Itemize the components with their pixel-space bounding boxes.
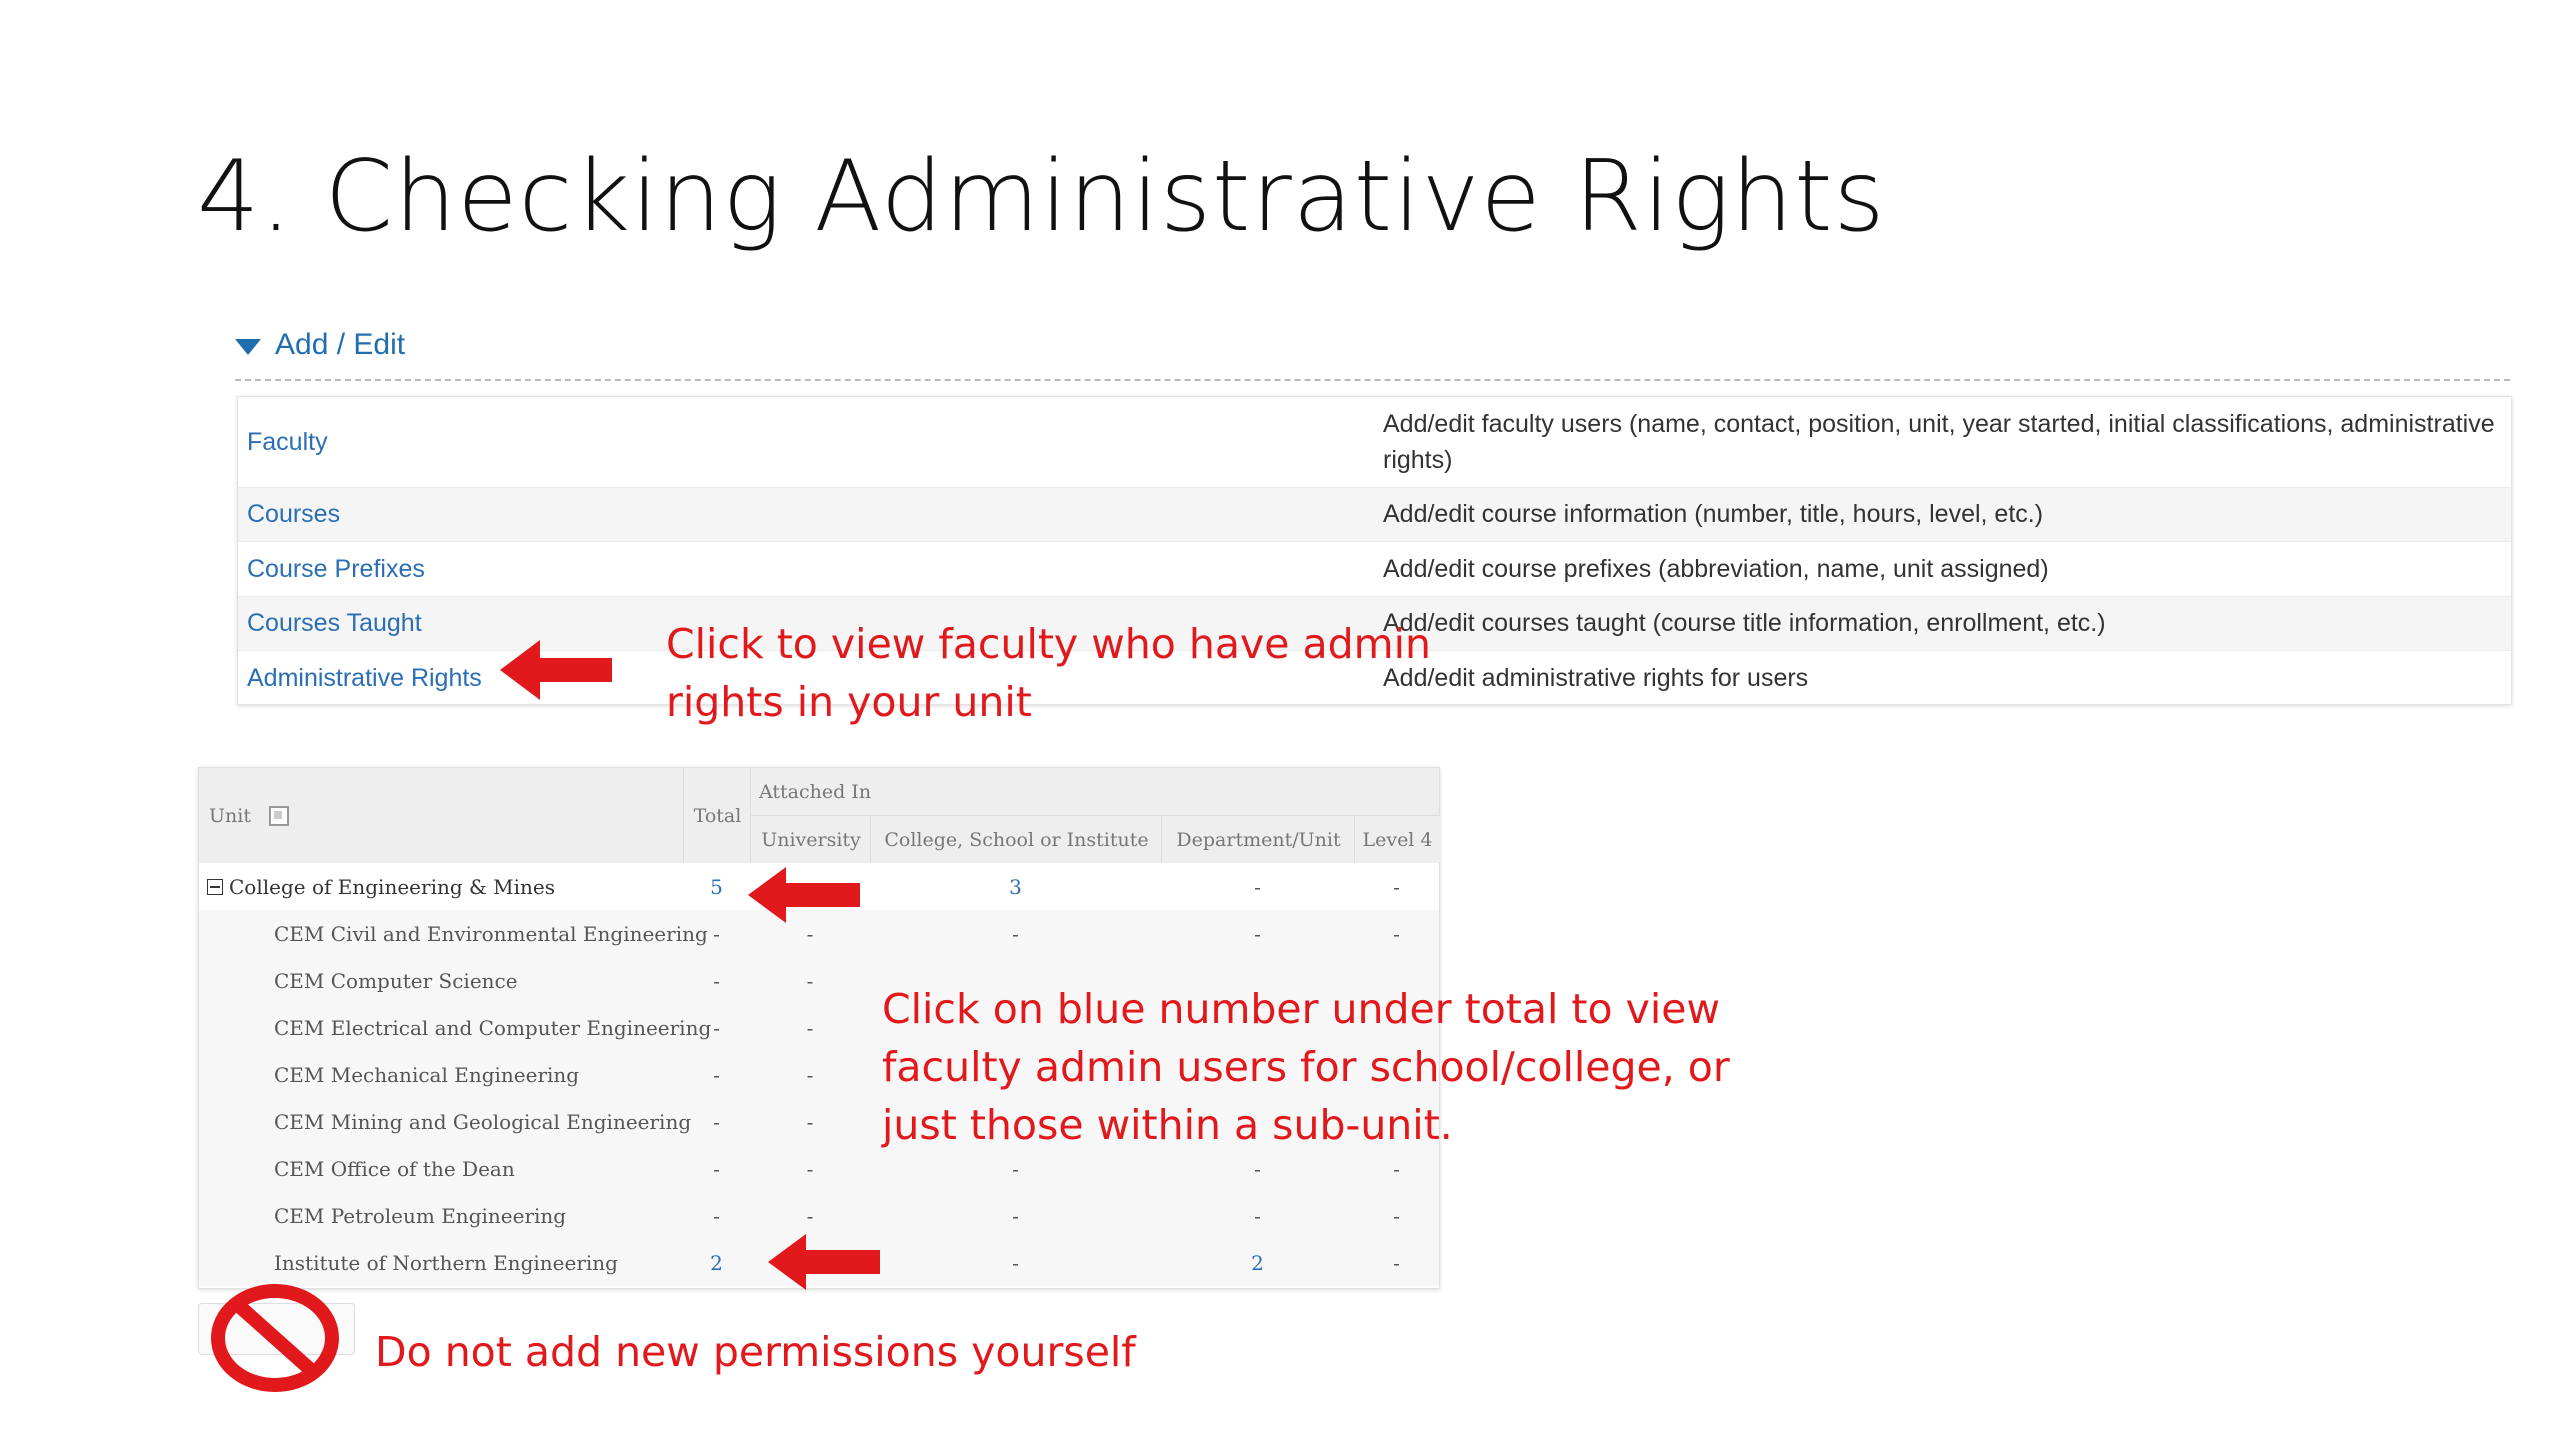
section-label: Add / Edit <box>275 328 406 361</box>
admin-rights-annotation-line1: Click to view faculty who have admin <box>666 620 1431 668</box>
course-prefixes-link[interactable]: Course Prefixes <box>247 554 425 583</box>
arrow-left-icon <box>500 640 612 700</box>
unit-name[interactable]: CEM Mechanical Engineering <box>274 1062 580 1087</box>
unit-name[interactable]: CEM Petroleum Engineering <box>274 1203 567 1228</box>
total-annotation-line1: Click on blue number under total to view <box>882 985 1721 1033</box>
attached-in-header: Attached In <box>750 768 1439 816</box>
university-count: - <box>806 1156 814 1181</box>
total-count: - <box>713 921 720 946</box>
department-count: - <box>1254 874 1261 899</box>
level4-count: - <box>1393 1156 1400 1181</box>
college-count-link[interactable]: 3 <box>1009 874 1022 899</box>
courses-taught-link[interactable]: Courses Taught <box>247 609 422 637</box>
warning-annotation: Do not add new permissions yourself <box>375 1328 1136 1376</box>
total-count: - <box>713 1109 720 1134</box>
administrative-rights-link[interactable]: Administrative Rights <box>247 663 482 692</box>
triangle-down-icon <box>235 339 261 355</box>
total-annotation-line2: faculty admin users for school/college, or <box>882 1043 1730 1091</box>
arrow-left-icon <box>748 867 860 923</box>
unit-name[interactable]: CEM Electrical and Computer Engineering <box>274 1015 712 1040</box>
total-count-link[interactable]: 2 <box>710 1250 723 1275</box>
link-description: Add/edit faculty users (name, contact, position, unit, year started, initial classifications, administrative rights) <box>1383 409 2495 474</box>
university-count: - <box>806 968 814 993</box>
unit-name: College of Engineering & Mines <box>229 874 556 899</box>
slide-title: 4. Checking Administrative Rights <box>197 140 1886 254</box>
section-divider <box>235 379 2510 381</box>
total-count: - <box>713 1156 720 1181</box>
unit-name[interactable]: CEM Civil and Environmental Engineering <box>274 921 708 946</box>
total-count: - <box>713 968 720 993</box>
department-count: - <box>1254 1203 1261 1228</box>
college-column-header: College, School or Institute <box>870 816 1162 863</box>
level4-count: - <box>1393 1203 1400 1228</box>
college-count: - <box>1012 1203 1019 1228</box>
unit-column-header <box>199 768 683 863</box>
faculty-link[interactable]: Faculty <box>247 427 328 456</box>
university-column-header: University <box>750 816 871 863</box>
college-count: - <box>1012 1250 1019 1275</box>
level4-count: - <box>1393 1250 1400 1275</box>
department-column-header: Department/Unit <box>1161 816 1355 863</box>
total-annotation-line3: just those within a sub-unit. <box>882 1101 1453 1149</box>
department-count: - <box>1254 1156 1261 1181</box>
link-row-course-prefixes <box>238 542 2511 597</box>
level4-column-header: Level 4 <box>1354 816 1440 863</box>
college-count: - <box>1012 1156 1019 1181</box>
collapse-icon[interactable] <box>207 879 223 895</box>
total-count-link[interactable]: 5 <box>710 874 723 899</box>
college-count: - <box>1012 921 1019 946</box>
university-count: - <box>806 921 814 946</box>
link-description: Add/edit administrative rights for users <box>1383 663 1809 692</box>
link-description: Add/edit course prefixes (abbreviation, name, unit assigned) <box>1383 554 2049 583</box>
unit-name[interactable]: CEM Office of the Dean <box>274 1156 515 1181</box>
total-count: - <box>713 1062 720 1087</box>
link-row-faculty <box>238 397 2511 488</box>
courses-link[interactable]: Courses <box>247 500 341 528</box>
link-description: Add/edit courses taught (course title information, enrollment, etc.) <box>1383 609 2106 638</box>
level4-count: - <box>1393 921 1400 946</box>
university-count: - <box>806 1015 814 1040</box>
university-count: - <box>806 1203 814 1228</box>
university-count: - <box>806 1062 814 1087</box>
unit-name[interactable]: CEM Mining and Geological Engineering <box>274 1109 692 1134</box>
add-edit-section-toggle[interactable] <box>235 328 405 362</box>
department-count: - <box>1254 921 1261 946</box>
unit-name[interactable]: Institute of Northern Engineering <box>274 1250 618 1275</box>
link-description: Add/edit course information (number, title, hours, level, etc.) <box>1383 500 2044 529</box>
admin-rights-annotation-line2: rights in your unit <box>666 678 1032 726</box>
link-row-courses <box>238 488 2511 542</box>
total-count: - <box>713 1203 720 1228</box>
table-row <box>199 1192 1439 1239</box>
level4-count: - <box>1393 874 1400 899</box>
arrow-left-icon <box>768 1234 880 1290</box>
total-count: - <box>713 1015 720 1040</box>
unit-name[interactable]: CEM Computer Science <box>274 968 518 993</box>
university-count: - <box>806 1109 814 1134</box>
total-column-header: Total <box>683 768 751 863</box>
prohibited-icon <box>210 1283 340 1393</box>
department-count-link[interactable]: 2 <box>1251 1250 1264 1275</box>
checkbox-icon[interactable] <box>269 806 289 826</box>
unit-header-label: Unit <box>209 804 251 827</box>
